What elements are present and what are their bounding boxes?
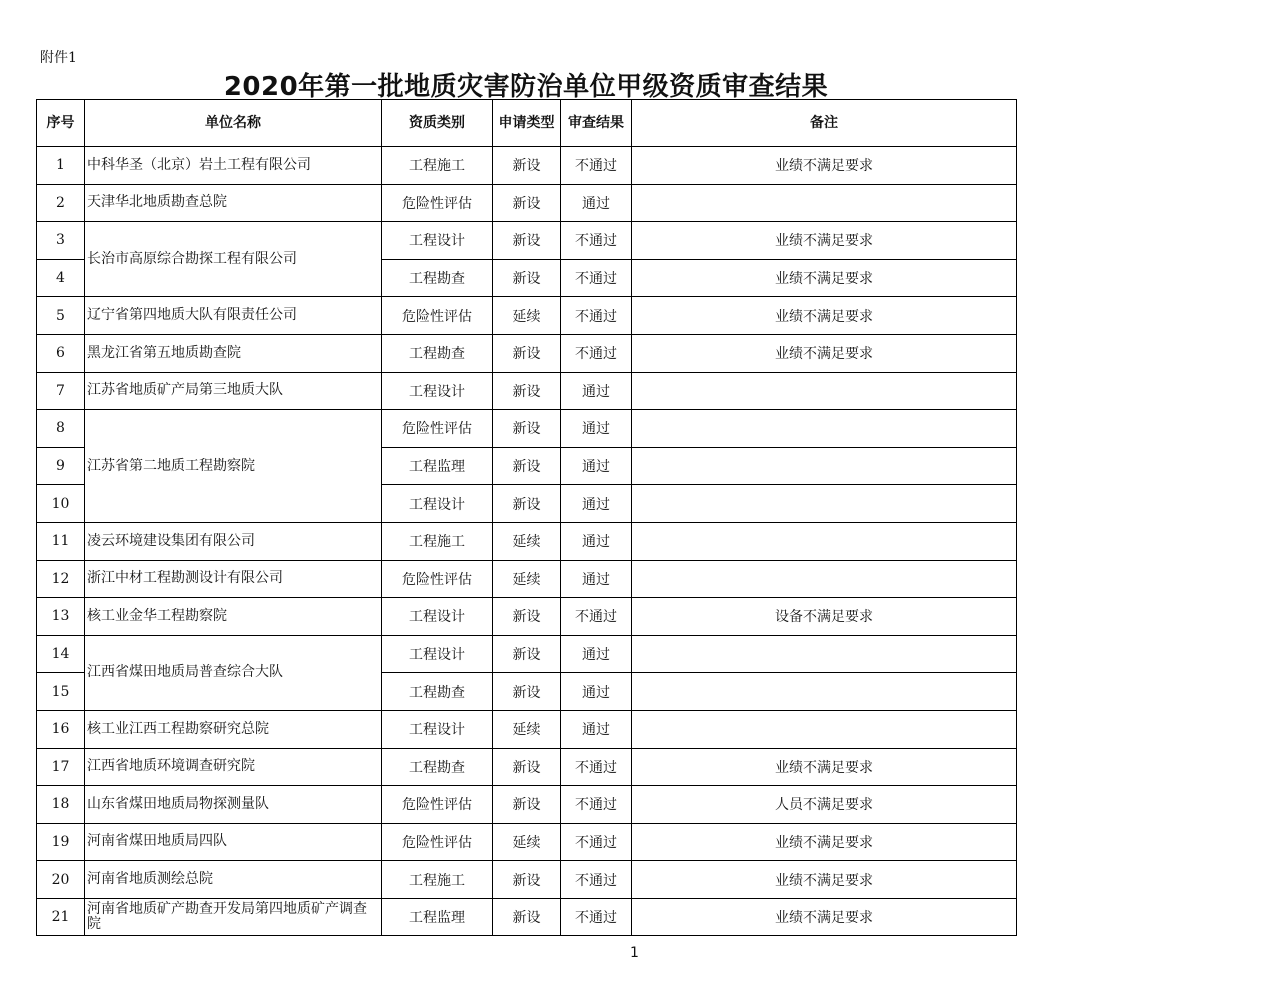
table-row [37, 522, 1017, 560]
cell-apply-type: 新设 [493, 410, 561, 448]
cell-result: 通过 [561, 485, 632, 523]
cell-note [632, 635, 1017, 673]
cell-apply-type: 新设 [493, 334, 561, 372]
cell-seq: 17 [37, 748, 85, 786]
header-seq: 序号 [37, 100, 85, 147]
cell-category: 工程设计 [382, 372, 493, 410]
cell-category: 工程设计 [382, 635, 493, 673]
cell-apply-type: 新设 [493, 898, 561, 936]
cell-name: 江苏省地质矿产局第三地质大队 [85, 372, 382, 410]
table-row [37, 147, 1017, 185]
cell-name: 中科华圣（北京）岩土工程有限公司 [85, 147, 382, 185]
cell-note [632, 673, 1017, 711]
cell-note: 业绩不满足要求 [632, 748, 1017, 786]
cell-apply-type: 新设 [493, 447, 561, 485]
cell-name: 凌云环境建设集团有限公司 [85, 522, 382, 560]
cell-apply-type: 延续 [493, 710, 561, 748]
table-row [37, 635, 1017, 673]
cell-seq: 18 [37, 786, 85, 824]
cell-category: 危险性评估 [382, 823, 493, 861]
cell-category: 工程施工 [382, 522, 493, 560]
table-row [37, 560, 1017, 598]
table-row [37, 297, 1017, 335]
cell-apply-type: 新设 [493, 861, 561, 899]
attachment-label: 附件1 [40, 50, 77, 66]
table-row [37, 334, 1017, 372]
cell-seq: 3 [37, 222, 85, 260]
table-row [37, 748, 1017, 786]
cell-result: 通过 [561, 522, 632, 560]
cell-apply-type: 新设 [493, 598, 561, 636]
cell-apply-type: 延续 [493, 560, 561, 598]
cell-category: 危险性评估 [382, 786, 493, 824]
cell-category: 工程监理 [382, 898, 493, 936]
header-note: 备注 [632, 100, 1017, 147]
cell-category: 工程监理 [382, 447, 493, 485]
cell-result: 不通过 [561, 786, 632, 824]
cell-seq: 5 [37, 297, 85, 335]
cell-seq: 4 [37, 259, 85, 297]
cell-result: 不通过 [561, 147, 632, 185]
cell-note: 人员不满足要求 [632, 786, 1017, 824]
cell-category: 危险性评估 [382, 184, 493, 222]
cell-seq: 21 [37, 898, 85, 936]
cell-seq: 10 [37, 485, 85, 523]
cell-name: 长治市高原综合勘探工程有限公司 [85, 222, 382, 297]
cell-name: 黑龙江省第五地质勘查院 [85, 334, 382, 372]
page-number: 1 [630, 945, 639, 961]
cell-apply-type: 新设 [493, 673, 561, 711]
cell-note [632, 485, 1017, 523]
cell-note [632, 410, 1017, 448]
cell-apply-type: 延续 [493, 823, 561, 861]
cell-name: 河南省地质测绘总院 [85, 861, 382, 899]
cell-seq: 9 [37, 447, 85, 485]
table-row [37, 410, 1017, 448]
cell-category: 工程设计 [382, 222, 493, 260]
table-row [37, 222, 1017, 260]
cell-seq: 20 [37, 861, 85, 899]
results-table [36, 99, 1017, 936]
cell-name: 山东省煤田地质局物探测量队 [85, 786, 382, 824]
cell-apply-type: 新设 [493, 786, 561, 824]
cell-apply-type: 新设 [493, 372, 561, 410]
cell-result: 不通过 [561, 823, 632, 861]
cell-seq: 6 [37, 334, 85, 372]
cell-name: 江苏省第二地质工程勘察院 [85, 410, 382, 523]
cell-name: 河南省煤田地质局四队 [85, 823, 382, 861]
cell-note: 业绩不满足要求 [632, 147, 1017, 185]
header-category: 资质类别 [382, 100, 493, 147]
table-row [37, 372, 1017, 410]
cell-apply-type: 新设 [493, 635, 561, 673]
cell-category: 危险性评估 [382, 410, 493, 448]
cell-note: 业绩不满足要求 [632, 259, 1017, 297]
cell-result: 不通过 [561, 748, 632, 786]
cell-category: 工程勘查 [382, 259, 493, 297]
table-row [37, 861, 1017, 899]
cell-result: 不通过 [561, 334, 632, 372]
cell-seq: 11 [37, 522, 85, 560]
cell-result: 不通过 [561, 898, 632, 936]
cell-seq: 7 [37, 372, 85, 410]
table-row [37, 184, 1017, 222]
cell-name: 核工业江西工程勘察研究总院 [85, 710, 382, 748]
cell-category: 工程设计 [382, 598, 493, 636]
cell-category: 工程施工 [382, 147, 493, 185]
cell-apply-type: 新设 [493, 748, 561, 786]
cell-result: 不通过 [561, 861, 632, 899]
cell-note [632, 184, 1017, 222]
cell-result: 通过 [561, 673, 632, 711]
cell-note: 业绩不满足要求 [632, 898, 1017, 936]
cell-seq: 12 [37, 560, 85, 598]
cell-note [632, 522, 1017, 560]
table-row [37, 710, 1017, 748]
cell-category: 工程勘查 [382, 673, 493, 711]
cell-note: 业绩不满足要求 [632, 222, 1017, 260]
cell-seq: 2 [37, 184, 85, 222]
header-apply-type: 申请类型 [493, 100, 561, 147]
header-result: 审查结果 [561, 100, 632, 147]
cell-category: 工程勘查 [382, 334, 493, 372]
cell-note: 业绩不满足要求 [632, 297, 1017, 335]
table-header-row [37, 100, 1017, 147]
cell-result: 不通过 [561, 297, 632, 335]
cell-result: 通过 [561, 560, 632, 598]
cell-name: 浙江中材工程勘测设计有限公司 [85, 560, 382, 598]
cell-name: 河南省地质矿产勘查开发局第四地质矿产调查院 [85, 898, 382, 936]
header-name: 单位名称 [85, 100, 382, 147]
cell-seq: 15 [37, 673, 85, 711]
cell-category: 危险性评估 [382, 560, 493, 598]
cell-apply-type: 延续 [493, 297, 561, 335]
cell-note [632, 447, 1017, 485]
cell-note [632, 560, 1017, 598]
cell-result: 通过 [561, 184, 632, 222]
table-row [37, 786, 1017, 824]
cell-category: 工程施工 [382, 861, 493, 899]
cell-result: 不通过 [561, 598, 632, 636]
cell-note: 业绩不满足要求 [632, 823, 1017, 861]
cell-seq: 16 [37, 710, 85, 748]
table-row [37, 598, 1017, 636]
cell-result: 通过 [561, 710, 632, 748]
cell-note: 设备不满足要求 [632, 598, 1017, 636]
cell-seq: 1 [37, 147, 85, 185]
table-row [37, 898, 1017, 936]
page-title: 2020年第一批地质灾害防治单位甲级资质审查结果 [223, 72, 829, 102]
cell-note [632, 372, 1017, 410]
cell-result: 不通过 [561, 222, 632, 260]
cell-result: 通过 [561, 635, 632, 673]
cell-seq: 13 [37, 598, 85, 636]
cell-apply-type: 新设 [493, 184, 561, 222]
cell-name: 核工业金华工程勘察院 [85, 598, 382, 636]
cell-name: 江西省煤田地质局普查综合大队 [85, 635, 382, 710]
cell-seq: 8 [37, 410, 85, 448]
cell-category: 工程勘查 [382, 748, 493, 786]
cell-result: 通过 [561, 410, 632, 448]
cell-name: 辽宁省第四地质大队有限责任公司 [85, 297, 382, 335]
cell-apply-type: 新设 [493, 147, 561, 185]
cell-note [632, 710, 1017, 748]
cell-category: 工程设计 [382, 710, 493, 748]
cell-result: 通过 [561, 372, 632, 410]
cell-seq: 14 [37, 635, 85, 673]
cell-seq: 19 [37, 823, 85, 861]
cell-apply-type: 新设 [493, 222, 561, 260]
cell-apply-type: 新设 [493, 259, 561, 297]
cell-name: 江西省地质环境调查研究院 [85, 748, 382, 786]
cell-apply-type: 新设 [493, 485, 561, 523]
cell-name: 天津华北地质勘查总院 [85, 184, 382, 222]
cell-apply-type: 延续 [493, 522, 561, 560]
cell-note: 业绩不满足要求 [632, 334, 1017, 372]
cell-result: 不通过 [561, 259, 632, 297]
results-table-wrapper [36, 99, 1017, 936]
cell-category: 工程设计 [382, 485, 493, 523]
cell-category: 危险性评估 [382, 297, 493, 335]
cell-result: 通过 [561, 447, 632, 485]
cell-note: 业绩不满足要求 [632, 861, 1017, 899]
table-row [37, 823, 1017, 861]
